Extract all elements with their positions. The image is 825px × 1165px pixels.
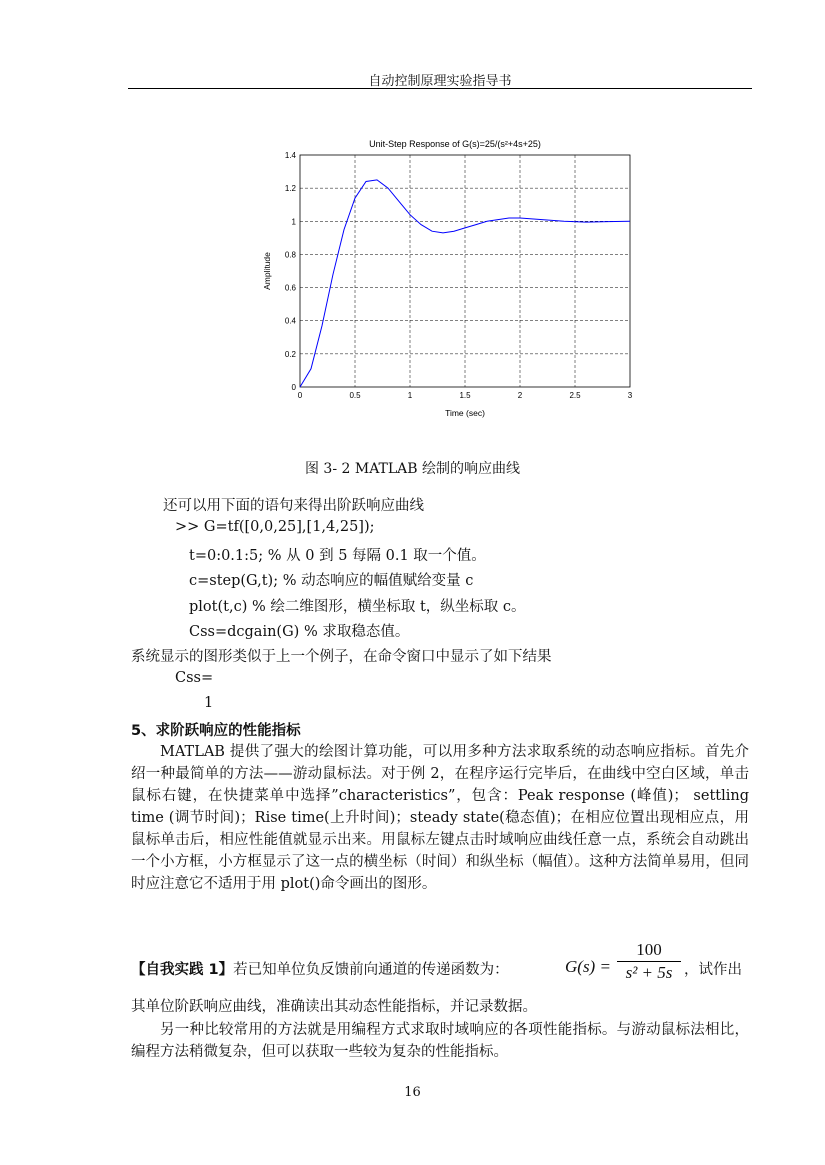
y-tick-label: 1.4 — [284, 151, 296, 160]
formula-lhs: G(s) = — [565, 957, 611, 976]
code-line-2: t=0:0.1:5; % 从 0 到 5 每隔 0.1 取一个值。 — [189, 548, 486, 564]
code-line-1: >> G=tf([0,0,25],[1,4,25]); — [175, 519, 375, 535]
y-tick-label: 0.6 — [284, 283, 296, 293]
code-line-4: plot(t,c) % 绘二维图形，横坐标取 t，纵坐标取 c。 — [189, 599, 526, 615]
y-tick-label: 0 — [291, 383, 296, 392]
chart-title: Unit-Step Response of G(s)=25/(s²+4s+25) — [369, 139, 541, 149]
y-tick-labels — [285, 151, 297, 392]
x-tick-label: 0.5 — [349, 391, 361, 400]
page-number: 16 — [404, 1085, 421, 1100]
css-label: Css= — [175, 670, 214, 686]
formula-numerator: 100 — [636, 940, 662, 959]
header-rule — [128, 88, 752, 89]
chart-grid — [300, 155, 630, 387]
paragraph-mouse-method: MATLAB 提供了强大的绘图计算功能，可以用多种方法求取系统的动态响应指标。首先介绍一种最简单的方法——游动鼠标法。对于例 2，在程序运行完毕后，在曲线中空白区域，单击鼠标右键，在快捷菜单中选择”characteristics”，包含：Peak response (峰值)； settling time (调节时间)；Rise time(上升时间)；steady state(稳态值)；在相应位置出现相应点，用鼠标单击后，相应性能值就显示出来。用鼠标左键点击时域响应曲线任意一点，系统会自动跳出一个小方框，小方框显示了这一点的横坐标（时间）和纵坐标（幅值）。这种方法简单易用，但同时应注意它不适用于用 plot()命令画出的图形。 — [131, 744, 749, 892]
code-line-5: Css=dcgain(G) % 求取稳态值。 — [189, 624, 410, 640]
y-tick-label: 1 — [291, 217, 296, 227]
formula-denominator: s² + 5s — [625, 963, 673, 982]
step-response-chart — [250, 133, 650, 433]
practice-label: 【自我实践 1】 — [131, 962, 234, 978]
x-tick-label: 1.5 — [459, 391, 471, 400]
formula-fraction — [617, 940, 681, 983]
section-heading: 5、求阶跃响应的性能指标 — [131, 723, 301, 739]
y-tick-label: 0.4 — [284, 316, 296, 326]
y-tick-label: 1.2 — [284, 184, 296, 194]
code-line-3: c=step(G,t); % 动态响应的幅值赋给变量 c — [189, 573, 474, 589]
x-tick-labels — [298, 391, 633, 400]
x-tick-label: 2 — [517, 391, 523, 400]
result-intro: 系统显示的图形类似于上一个例子，在命令窗口中显示了如下结果 — [131, 649, 552, 665]
x-tick-label: 2.5 — [569, 391, 581, 400]
running-header: 自动控制原理实验指导书 — [368, 74, 512, 89]
x-axis-label: Time (sec) — [445, 408, 485, 418]
paragraph-programming-method: 另一种比较常用的方法就是用编程方式求取时域响应的各项性能指标。与游动鼠标法相比，编程方法稍微复杂，但可以获取一些较为复杂的性能指标。 — [131, 1022, 749, 1060]
practice-line-2: 其单位阶跃响应曲线，准确读出其动态性能指标，并记录数据。 — [131, 999, 537, 1015]
x-tick-label: 0 — [297, 391, 303, 400]
fraction-bar — [617, 961, 681, 962]
practice-tail: ，试作出 — [684, 962, 742, 978]
css-value: 1 — [204, 695, 214, 711]
figure-caption: 图 3- 2 MATLAB 绘制的响应曲线 — [304, 461, 521, 477]
x-tick-label: 1 — [407, 391, 413, 400]
y-axis-label: Amplitude — [262, 252, 272, 290]
x-tick-label: 3 — [627, 391, 633, 400]
y-tick-label: 0.2 — [284, 349, 296, 359]
y-tick-label: 0.8 — [284, 250, 296, 260]
practice-text: 若已知单位负反馈前向通道的传递函数为： — [233, 962, 509, 978]
practice-line — [131, 958, 509, 979]
intro-text: 还可以用下面的语句来得出阶跃响应曲线 — [163, 498, 424, 514]
